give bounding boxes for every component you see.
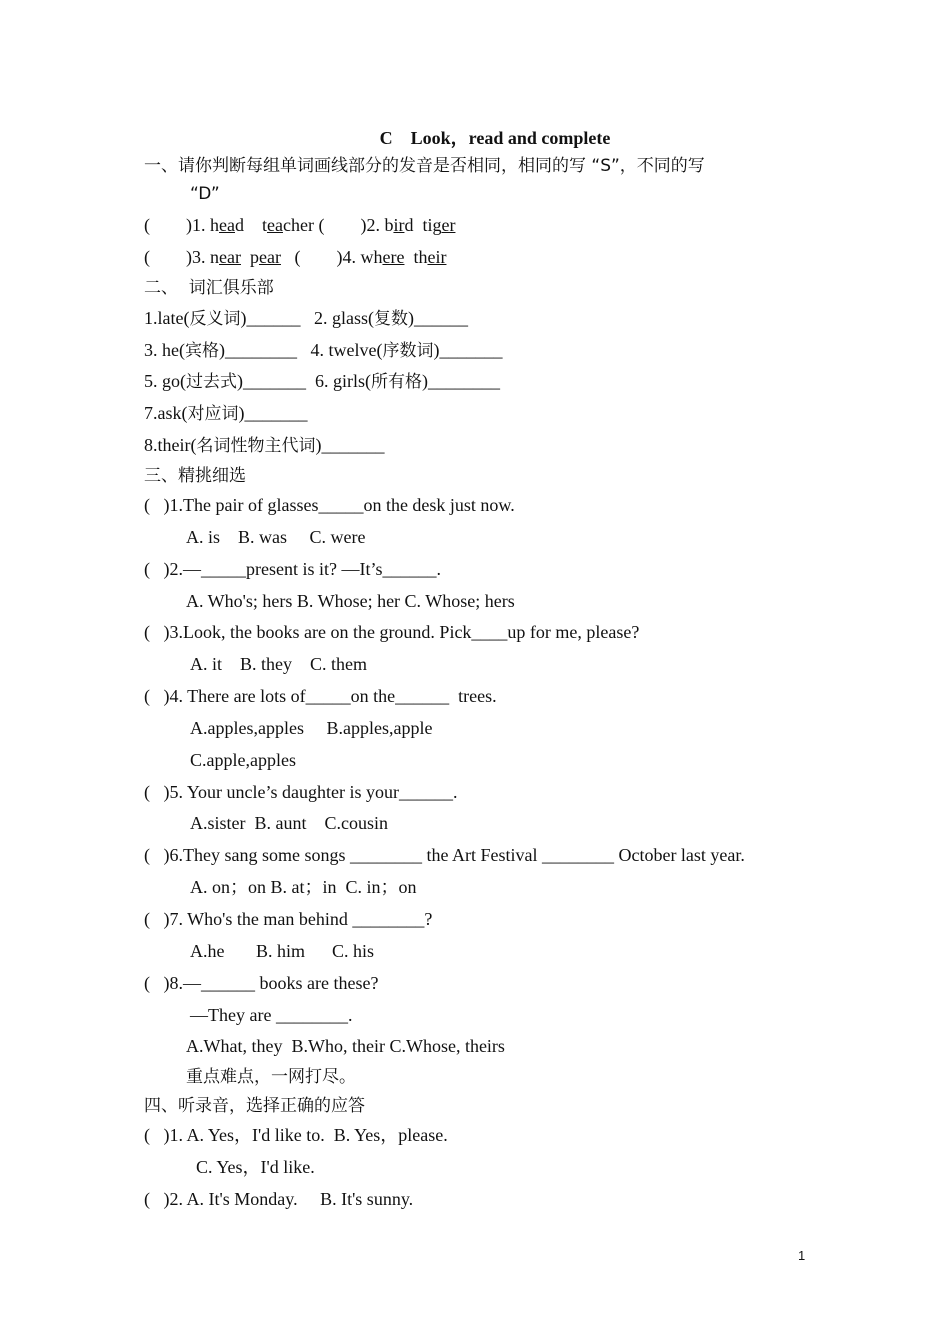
answer-line: —They are ________. [190,1005,353,1025]
question-line: ( )2. A. It's Monday. B. It's sunny. [144,1189,414,1209]
question-line: ( )6.They sang some songs ________ the Art Festival ________ October last year. [144,845,745,865]
vocab-line: 5. go(过去式)_______ 6. girls(所有格)________ [144,371,500,392]
section1-heading-cont: “D” [190,184,220,204]
page-number: 1 [798,1248,806,1263]
answer-options: A. on；on B. at；in C. in；on [190,877,417,897]
vocab-line: 7.ask(对应词)_______ [144,403,308,424]
answer-options: C. Yes，I'd like. [196,1157,315,1177]
pronunciation-row-1: ( )1. head teacher ( )2. bird tiger [144,215,456,235]
answer-options: A. is B. was C. were [186,527,366,547]
answer-options: A.sister B. aunt C.cousin [190,813,388,833]
answer-options: A.he B. him C. his [190,941,375,961]
answer-options: C.apple,apples [190,750,296,770]
section3-note: 重点难点，一网打尽。 [186,1067,356,1087]
worksheet-title: C Look，read and complete [379,128,611,148]
section3-heading: 三、精挑细选 [144,466,246,486]
question-line: ( )1.The pair of glasses_____on the desk just now. [144,495,515,515]
answer-options: A. Who's; hers B. Whose; her C. Whose; hers [186,591,515,611]
section1-heading: 一、请你判断每组单词画线部分的发音是否相同，相同的写 “S”，不同的写 [144,156,705,176]
question-line: ( )3.Look, the books are on the ground. Pick____up for me, please? [144,622,640,642]
section4-heading: 四、听录音，选择正确的应答 [144,1096,365,1116]
vocab-line: 3. he(宾格)________ 4. twelve(序数词)_______ [144,340,503,361]
vocab-line: 8.their(名词性物主代词)_______ [144,435,385,456]
section2-heading: 二、 词汇俱乐部 [144,278,274,298]
answer-options: A.apples,apples B.apples,apple [190,718,433,738]
question-line: ( )4. There are lots of_____on the______ trees. [144,686,497,706]
question-line: ( )1. A. Yes，I'd like to. B. Yes，please. [144,1125,448,1145]
pronunciation-row-2: ( )3. near pear ( )4. where their [144,247,447,267]
answer-options: A. it B. they C. them [190,654,367,674]
question-line: ( )8.—______ books are these? [144,973,379,993]
vocab-line: 1.late(反义词)______ 2. glass(复数)______ [144,308,468,329]
question-line: ( )2.—_____present is it? —It’s______. [144,559,441,579]
answer-options: A.What, they B.Who, their C.Whose, theirs [186,1036,505,1056]
question-line: ( )7. Who's the man behind ________? [144,909,433,929]
question-line: ( )5. Your uncle’s daughter is your______. [144,782,458,802]
